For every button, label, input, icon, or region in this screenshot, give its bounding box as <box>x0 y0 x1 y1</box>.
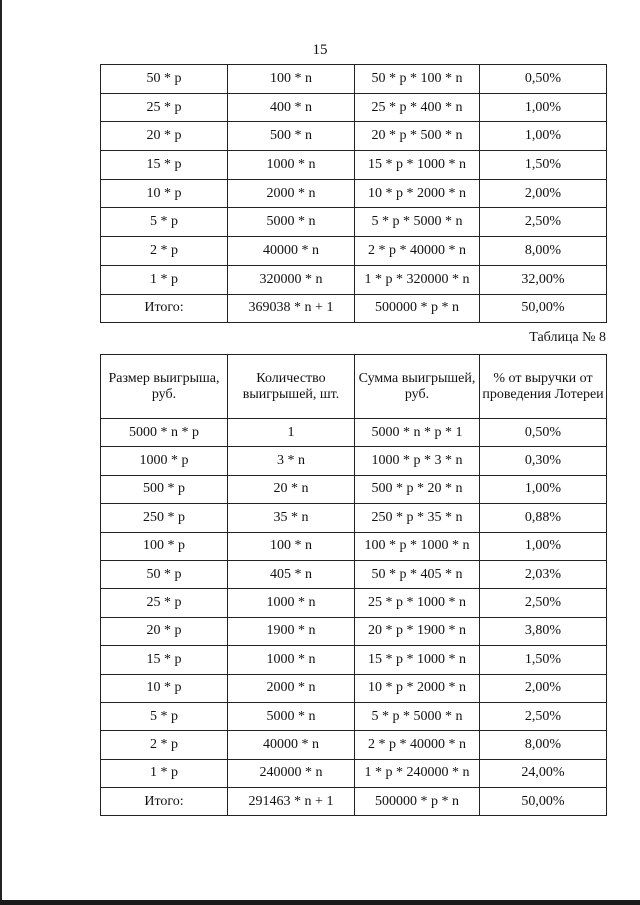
cell-prize-sum: 5 * р * 5000 * n <box>355 702 480 730</box>
prize-table-continued <box>100 64 607 323</box>
table-row <box>101 179 607 208</box>
prize-table-8-body <box>101 419 607 816</box>
cell-prize-count: 20 * n <box>228 475 355 503</box>
cell-prize-size: 100 * р <box>101 532 228 560</box>
cell-prize-sum: 20 * р * 1900 * n <box>355 617 480 645</box>
cell-revenue-percent: 2,50% <box>480 589 607 617</box>
table-total-row <box>101 294 607 323</box>
table-row <box>101 237 607 266</box>
table-row <box>101 208 607 237</box>
table-row <box>101 532 607 560</box>
table-row <box>101 151 607 180</box>
cell-prize-count: 1900 * n <box>228 617 355 645</box>
cell-prize-size: 2 * р <box>101 237 228 266</box>
cell-prize-sum: 10 * р * 2000 * n <box>355 674 480 702</box>
table-row <box>101 589 607 617</box>
cell-prize-size: 10 * р <box>101 674 228 702</box>
cell-prize-count: 100 * n <box>228 532 355 560</box>
cell-prize-sum: 15 * р * 1000 * n <box>355 646 480 674</box>
table-row <box>101 560 607 588</box>
cell-prize-sum: 15 * р * 1000 * n <box>355 151 480 180</box>
cell-revenue-percent: 0,88% <box>480 504 607 532</box>
table-row <box>101 265 607 294</box>
cell-prize-count: 369038 * n + 1 <box>228 294 355 323</box>
cell-prize-size: 20 * р <box>101 122 228 151</box>
cell-prize-sum: 500 * р * 20 * n <box>355 475 480 503</box>
cell-revenue-percent: 32,00% <box>480 265 607 294</box>
cell-prize-count: 1000 * n <box>228 151 355 180</box>
cell-prize-count: 2000 * n <box>228 179 355 208</box>
cell-prize-size: 1 * р <box>101 265 228 294</box>
cell-revenue-percent: 1,50% <box>480 646 607 674</box>
cell-prize-size: 500 * р <box>101 475 228 503</box>
cell-prize-size: 15 * р <box>101 646 228 674</box>
cell-prize-count: 5000 * n <box>228 702 355 730</box>
cell-prize-count: 1000 * n <box>228 589 355 617</box>
cell-prize-count: 1 <box>228 419 355 447</box>
cell-revenue-percent: 0,50% <box>480 419 607 447</box>
cell-prize-size: 1000 * р <box>101 447 228 475</box>
cell-prize-sum: 10 * р * 2000 * n <box>355 179 480 208</box>
cell-prize-size: 1 * р <box>101 759 228 787</box>
prize-table-continued-body <box>101 65 607 323</box>
cell-prize-count: 2000 * n <box>228 674 355 702</box>
cell-prize-count: 1000 * n <box>228 646 355 674</box>
table-row <box>101 504 607 532</box>
cell-prize-sum: 250 * р * 35 * n <box>355 504 480 532</box>
cell-revenue-percent: 0,50% <box>480 65 607 94</box>
table-caption: Таблица № 8 <box>529 330 606 345</box>
cell-prize-count: 3 * n <box>228 447 355 475</box>
cell-prize-sum: 50 * р * 405 * n <box>355 560 480 588</box>
cell-prize-count: 240000 * n <box>228 759 355 787</box>
cell-prize-size: 5 * р <box>101 702 228 730</box>
table-row <box>101 93 607 122</box>
cell-prize-count: 100 * n <box>228 65 355 94</box>
cell-revenue-percent: 2,00% <box>480 674 607 702</box>
cell-prize-sum: 2 * р * 40000 * n <box>355 731 480 759</box>
cell-prize-size: 50 * р <box>101 65 228 94</box>
table-row <box>101 759 607 787</box>
cell-prize-count: 405 * n <box>228 560 355 588</box>
cell-revenue-percent: 1,00% <box>480 475 607 503</box>
header-prize-size: Размер выигрыша, руб. <box>101 355 228 419</box>
cell-prize-sum: 5 * р * 5000 * n <box>355 208 480 237</box>
table-row <box>101 731 607 759</box>
cell-prize-size: Итого: <box>101 294 228 323</box>
cell-prize-sum: 2 * р * 40000 * n <box>355 237 480 266</box>
cell-prize-count: 400 * n <box>228 93 355 122</box>
cell-prize-sum: 5000 * n * р * 1 <box>355 419 480 447</box>
cell-prize-size: 2 * р <box>101 731 228 759</box>
cell-prize-count: 40000 * n <box>228 731 355 759</box>
cell-prize-sum: 25 * р * 400 * n <box>355 93 480 122</box>
cell-prize-size: 250 * р <box>101 504 228 532</box>
cell-prize-sum: 1000 * р * 3 * n <box>355 447 480 475</box>
cell-prize-size: 5000 * n * р <box>101 419 228 447</box>
table-row <box>101 475 607 503</box>
cell-revenue-percent: 3,80% <box>480 617 607 645</box>
cell-revenue-percent: 2,50% <box>480 208 607 237</box>
cell-prize-sum: 50 * р * 100 * n <box>355 65 480 94</box>
table-row <box>101 122 607 151</box>
table-total-row <box>101 788 607 816</box>
table-row <box>101 419 607 447</box>
cell-revenue-percent: 50,00% <box>480 788 607 816</box>
scan-bottom-edge <box>0 900 640 905</box>
cell-prize-count: 291463 * n + 1 <box>228 788 355 816</box>
cell-prize-sum: 100 * р * 1000 * n <box>355 532 480 560</box>
cell-revenue-percent: 0,30% <box>480 447 607 475</box>
cell-prize-count: 500 * n <box>228 122 355 151</box>
header-prize-sum: Сумма выигрышей, руб. <box>355 355 480 419</box>
cell-revenue-percent: 8,00% <box>480 731 607 759</box>
table-row <box>101 65 607 94</box>
table-row <box>101 447 607 475</box>
cell-revenue-percent: 50,00% <box>480 294 607 323</box>
cell-prize-sum: 500000 * р * n <box>355 294 480 323</box>
cell-prize-size: 10 * р <box>101 179 228 208</box>
cell-revenue-percent: 2,03% <box>480 560 607 588</box>
cell-prize-count: 320000 * n <box>228 265 355 294</box>
cell-prize-size: 5 * р <box>101 208 228 237</box>
cell-prize-size: Итого: <box>101 788 228 816</box>
cell-revenue-percent: 2,00% <box>480 179 607 208</box>
cell-prize-count: 35 * n <box>228 504 355 532</box>
cell-revenue-percent: 24,00% <box>480 759 607 787</box>
header-revenue-percent: % от выручки от проведения Лотереи <box>480 355 607 419</box>
cell-prize-size: 15 * р <box>101 151 228 180</box>
table-row <box>101 674 607 702</box>
cell-revenue-percent: 1,00% <box>480 122 607 151</box>
cell-revenue-percent: 1,00% <box>480 93 607 122</box>
cell-prize-sum: 1 * р * 240000 * n <box>355 759 480 787</box>
header-prize-count: Количество выигрышей, шт. <box>228 355 355 419</box>
scan-left-edge <box>0 0 2 905</box>
cell-prize-sum: 1 * р * 320000 * n <box>355 265 480 294</box>
cell-prize-sum: 500000 * р * n <box>355 788 480 816</box>
table-header-row <box>101 355 607 419</box>
cell-prize-sum: 20 * р * 500 * n <box>355 122 480 151</box>
cell-revenue-percent: 8,00% <box>480 237 607 266</box>
cell-prize-size: 25 * р <box>101 93 228 122</box>
cell-revenue-percent: 2,50% <box>480 702 607 730</box>
cell-prize-count: 5000 * n <box>228 208 355 237</box>
cell-prize-size: 25 * р <box>101 589 228 617</box>
cell-prize-size: 50 * р <box>101 560 228 588</box>
prize-table-8 <box>100 354 607 816</box>
cell-prize-size: 20 * р <box>101 617 228 645</box>
cell-revenue-percent: 1,50% <box>480 151 607 180</box>
cell-prize-count: 40000 * n <box>228 237 355 266</box>
page-number: 15 <box>312 42 328 58</box>
table-row <box>101 617 607 645</box>
table-row <box>101 702 607 730</box>
cell-prize-sum: 25 * р * 1000 * n <box>355 589 480 617</box>
table-row <box>101 646 607 674</box>
cell-revenue-percent: 1,00% <box>480 532 607 560</box>
